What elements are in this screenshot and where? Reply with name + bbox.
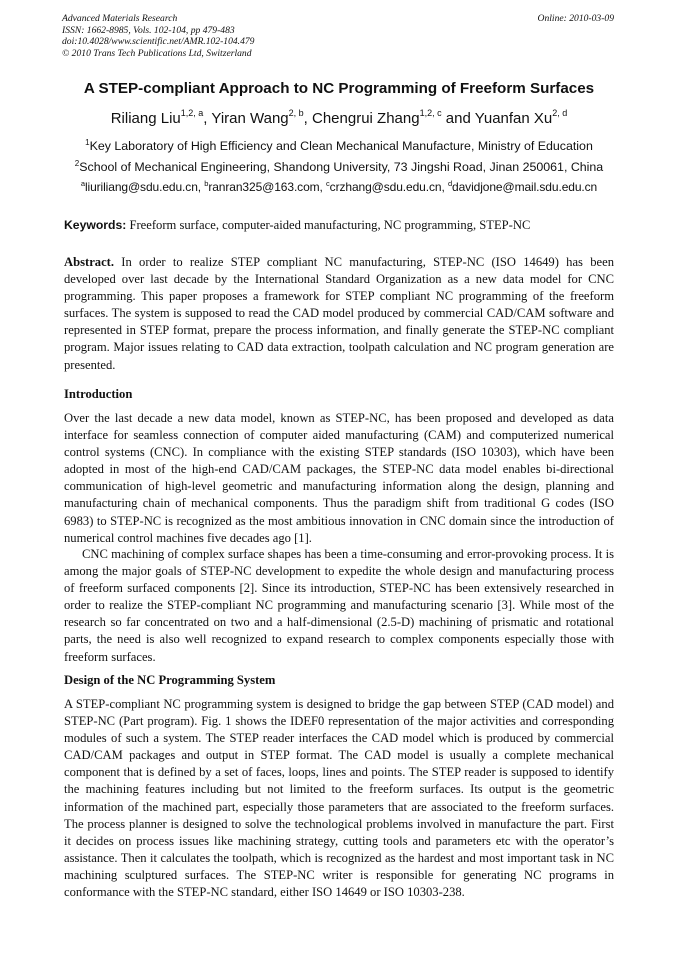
affiliation-mark: 2 xyxy=(74,159,80,168)
affiliation-text: School of Mechanical Engineering, Shandong University, 73 Jingshi Road, Jinan 250061, China xyxy=(79,160,604,174)
author-name: Yuanfan Xu xyxy=(474,110,553,127)
author-separator: and xyxy=(441,110,475,127)
email-address: crzhang@sdu.edu.cn, xyxy=(329,180,448,194)
copyright-line: © 2010 Trans Tech Publications Ltd, Switzerland xyxy=(62,47,252,59)
email-address: ranran325@163.com, xyxy=(208,180,327,194)
author-separator: , xyxy=(203,110,212,127)
keywords-text: Freeform surface, computer-aided manufacturing, NC programming, STEP-NC xyxy=(129,218,531,232)
email-list xyxy=(0,180,678,194)
paper-title: A STEP-compliant Approach to NC Programming of Freeform Surfaces xyxy=(83,80,595,97)
introduction-paragraph-2 xyxy=(64,546,614,666)
abstract-text: In order to realize STEP compliant NC manufacturing, STEP-NC (ISO 14649) has been developed over last decade by the International Standard Organization as a new data model for CNC programming. This paper proposes a framework for STEP compliant NC programming of the freeform surfaces. The system is supposed to read the CAD model produced by commercial CAD/CAM software and represented in STEP format, prepare the process information, and finally generate the STEP-NC compliant program. Major issues relating to CAD data extraction, toolpath calculation and NC program generation are presented. xyxy=(64,255,614,372)
author-affiliation-mark: 1,2, c xyxy=(419,108,442,118)
design-paragraph-1: A STEP-compliant NC programming system is designed to bridge the gap between STEP (CAD model) and STEP-NC (Part program). Fig. 1 shows the IDEF0 representation of the major activities and corresponding modules of such a system. The STEP reader interfaces the CAD model which is produced by commercial CAD/CAM packages and output in STEP format. The CAD model is usually a complete mechanical component that is defined by a set of faces, loops, lines and points. The STEP reader is supposed to identify the machining features including but not limited to the freeform surfaces. Its output is the geometric information of the machined part, especially those parameters that are associated to the freeform surfaces. The process planner is designed to solve the technological problems involved in manufacture the part. First it decides on process issues like machining strategy, cutting tools and parameters etc with the operator’s assistance. Then it calculates the toolpath, which is recognized as the hardest and most important task in NC machining sculptured surfaces. The STEP-NC writer is responsible for generating NC programs in conformance with the STEP-NC standard, either ISO 14649 or ISO 10303-238. xyxy=(64,697,614,900)
journal-name: Advanced Materials Research xyxy=(62,13,178,24)
issn-line: ISSN: 1662-8985, Vols. 102-104, pp 479-483 xyxy=(62,24,235,36)
email-mark: a xyxy=(80,179,85,188)
affiliation-1 xyxy=(0,139,678,153)
keywords xyxy=(64,218,530,233)
abstract-label: Abstract. xyxy=(64,255,115,269)
author-name: Chengrui Zhang xyxy=(312,110,420,127)
affiliation-text: Key Laboratory of High Efficiency and Clean Mechanical Manufacture, Ministry of Education xyxy=(89,139,593,153)
email-mark: d xyxy=(447,179,453,188)
author-affiliation-mark: 2, b xyxy=(288,108,304,118)
introduction-paragraph-1: Over the last decade a new data model, known as STEP-NC, has been proposed and developed as data interface for seamless connection of computer aided manufacturing (CAM) and computerized numerical control systems (CNC). In compliance with the existing STEP standards (ISO 10303), which have been adopted in most of the high-end CAD/CAM packages, the STEP-NC data model enables bi-directional communication of high-level geometric and manufacturing information along the design, planning and manufacturing chain of mechanical components. Thus the paradigm shift from traditional G codes (ISO 6983) to STEP-NC is recognized as the most ambitious innovation in CNC domain since the introduction of numerical control machines five decades ago [1]. xyxy=(64,411,614,545)
abstract-paragraph xyxy=(64,254,614,374)
author-list xyxy=(0,110,678,127)
author-affiliation-mark: 1,2, a xyxy=(180,108,204,118)
author-name: Riliang Liu xyxy=(110,110,181,127)
author-name: Yiran Wang xyxy=(211,110,289,127)
email-address: liuriliang@sdu.edu.cn, xyxy=(84,180,205,194)
introduction-heading: Introduction xyxy=(64,387,133,401)
keywords-label: Keywords: xyxy=(64,218,127,232)
author-separator: , xyxy=(303,110,312,127)
doi-line: doi:10.4028/www.scientific.net/AMR.102-104.479 xyxy=(62,36,255,48)
design-heading: Design of the NC Programming System xyxy=(64,673,276,687)
affiliation-2 xyxy=(0,160,678,174)
author-affiliation-mark: 2, d xyxy=(552,108,568,118)
email-mark: c xyxy=(326,179,330,188)
online-date: Online: 2010-03-09 xyxy=(537,13,614,24)
email-mark: b xyxy=(204,179,209,188)
email-address: davidjone@mail.sdu.edu.cn xyxy=(452,180,598,194)
affiliation-mark: 1 xyxy=(85,138,90,147)
introduction-paragraph-2-text: CNC machining of complex surface shapes has been a time-consuming and error-provoking process. It is among the major goals of STEP-NC development to expedite the whole design and manufacturing process of freeform surfaced components [2]. Since its introduction, STEP-NC has been extensively researched in order to realize the STEP-compliant NC programming and manufacturing scenario [3]. While most of the research so far concentrated on two and a half-dimensional (2.5-D) machining of prismatic and rotational parts, the need is also well recognized to expand research to complex components especially those with freeform surfaces. xyxy=(64,547,614,664)
